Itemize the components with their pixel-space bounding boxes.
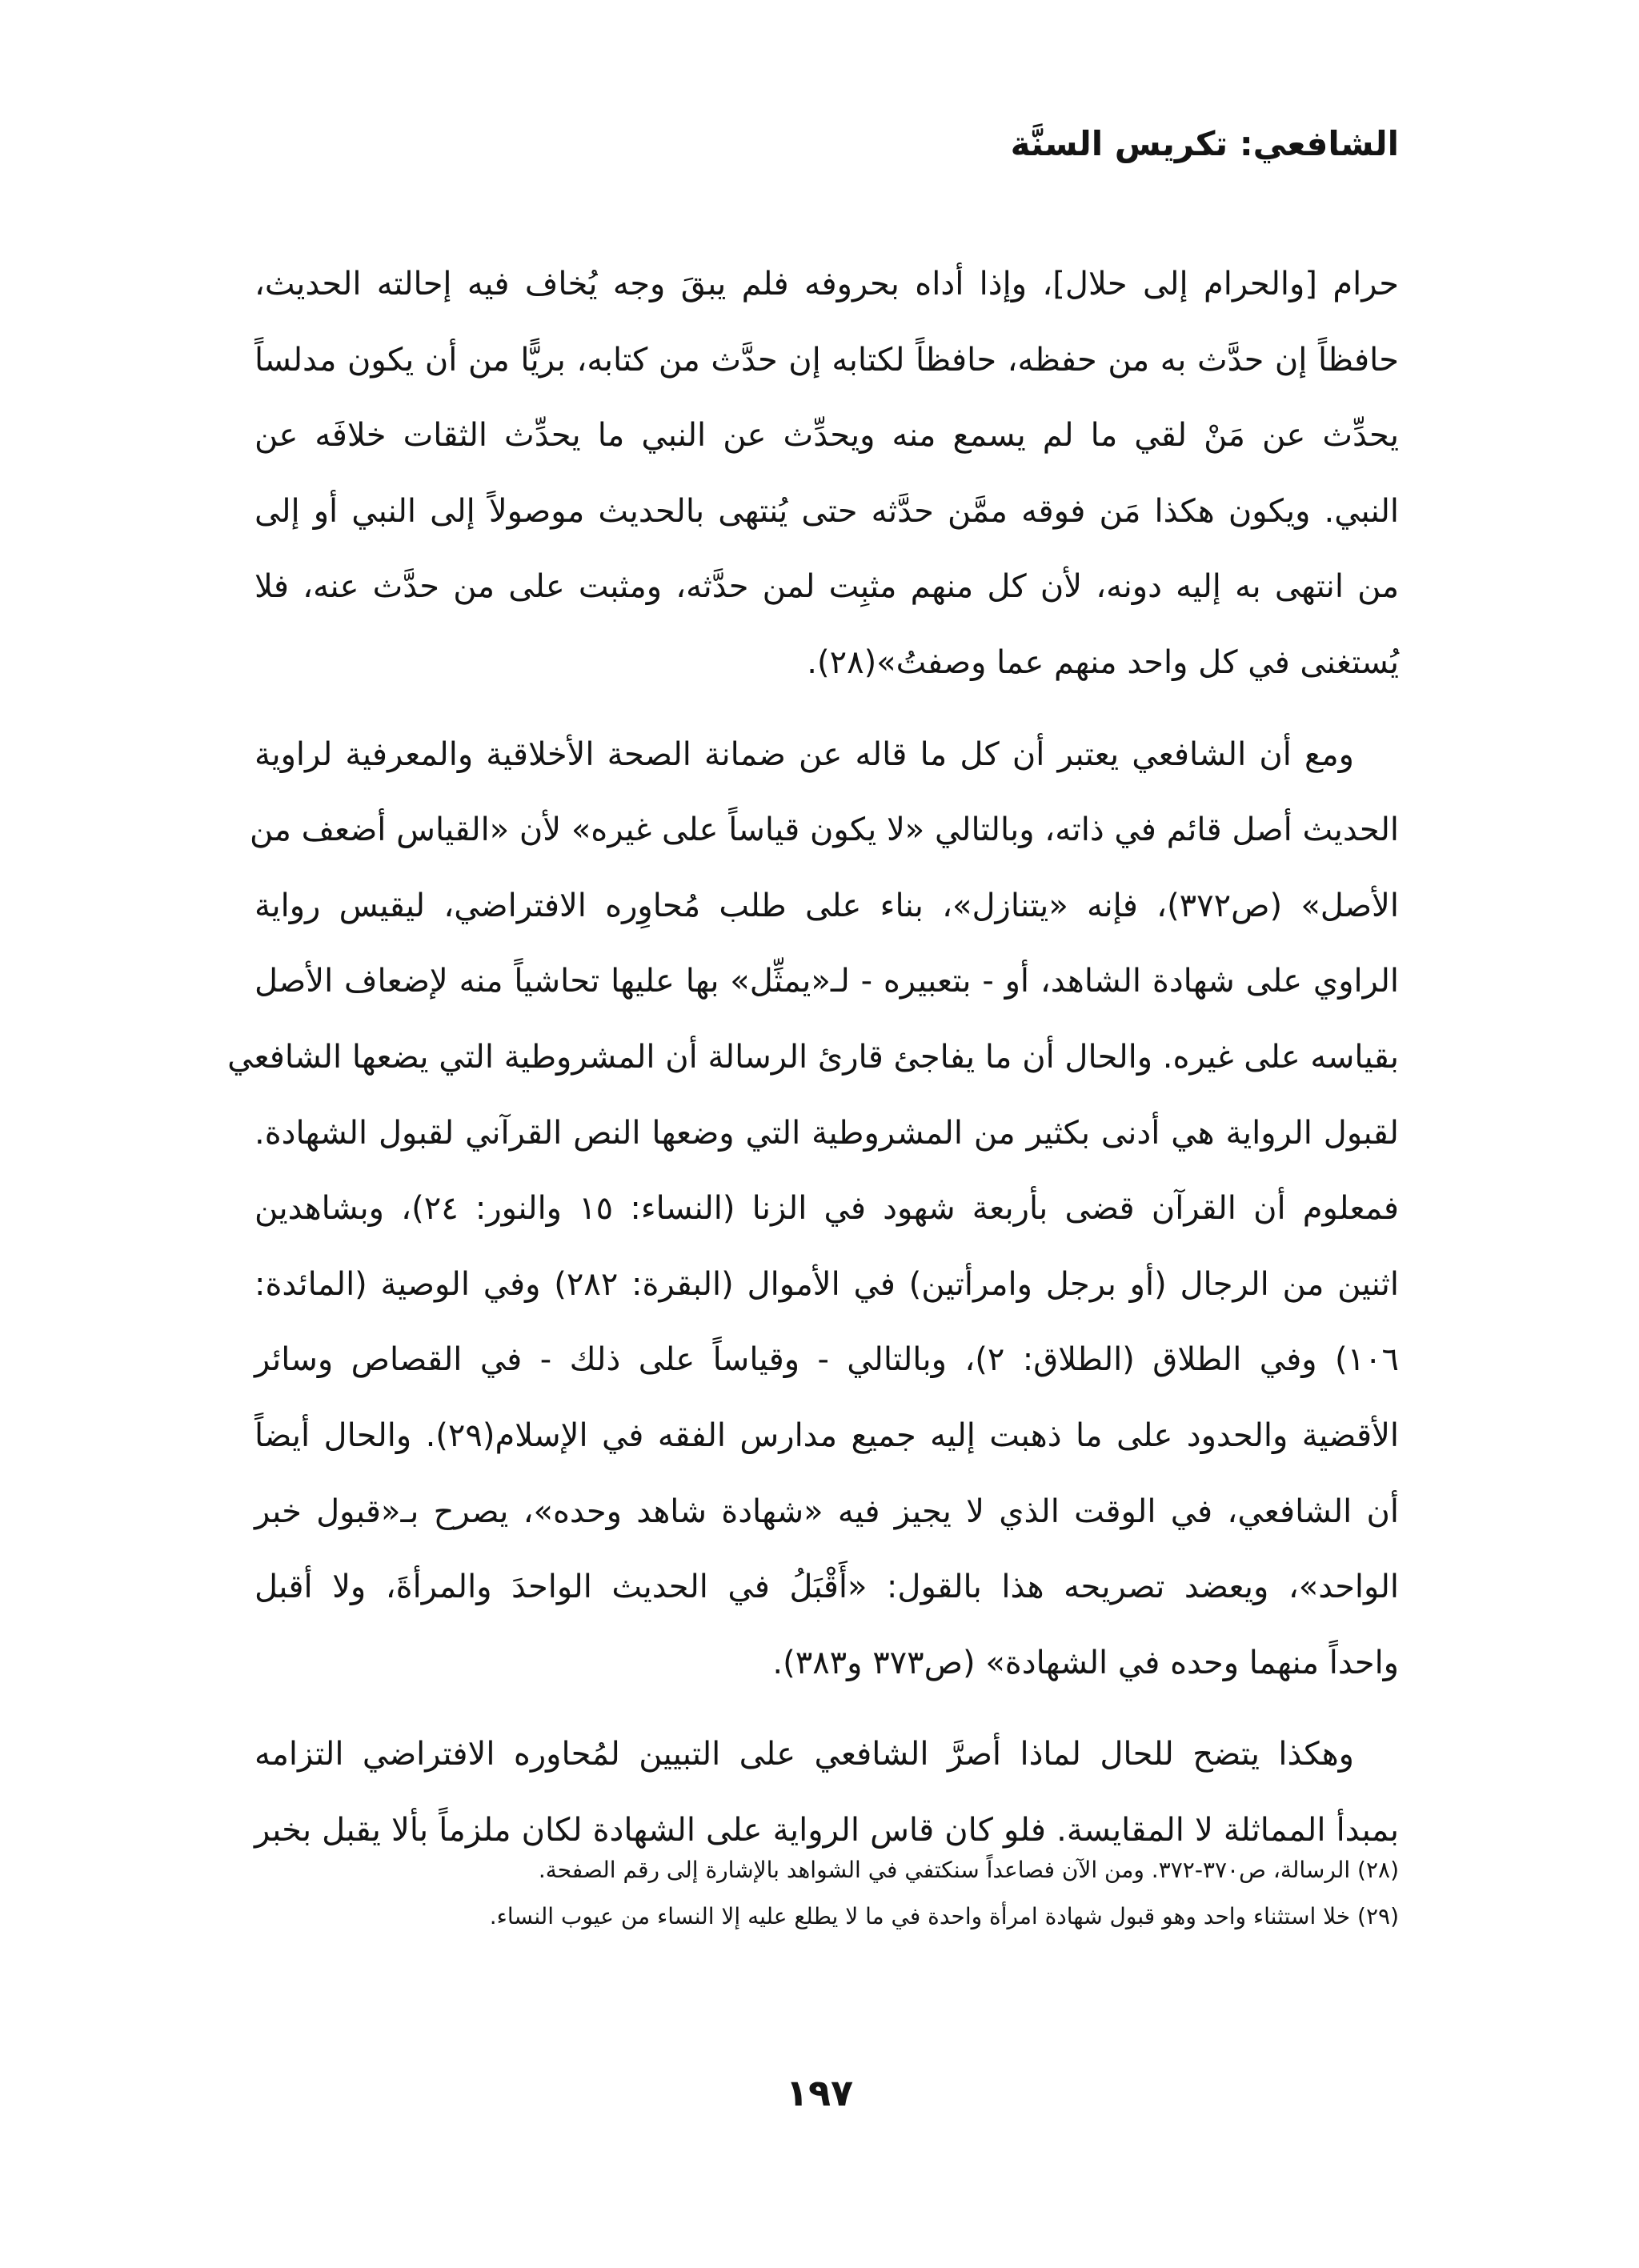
text-line: الأصل» (ص٣٧٢)، فإنه «يتنازل»، بناء على طلب مُحاوِره الافتراضي، ليقيس رواية bbox=[254, 887, 1399, 924]
text-line: بقياسه على غيره. والحال أن ما يفاجئ قارئ الرسالة أن المشروطية التي يضعها الشافعي bbox=[227, 1038, 1399, 1076]
running-head: الشافعي: تكريس السنَّة bbox=[1010, 124, 1399, 163]
paragraph-1 bbox=[254, 246, 1399, 701]
text-line: النبي. ويكون هكذا مَن فوقه ممَّن حدَّثه حتى يُنتهى بالحديث موصولاً إلى النبي أو إلى bbox=[254, 492, 1399, 530]
text-line: حرام [والحرام إلى حلال]، وإذا أداه بحروفه فلم يبقَ وجه يُخاف فيه إحالته الحديث، bbox=[254, 266, 1399, 303]
footnotes bbox=[254, 1847, 1399, 1940]
paragraph-2 bbox=[227, 717, 1400, 1701]
text-line: الراوي على شهادة الشاهد، أو - بتعبيره - لـ«يمثِّل» بها عليها تحاشياً منه لإضعاف الأصل bbox=[254, 963, 1399, 1000]
text-line: واحداً منهما وحده في الشهادة» (ص٣٧٣ و٣٨٣). bbox=[772, 1644, 1399, 1681]
text-line: أن الشافعي، في الوقت الذي لا يجيز فيه «شهادة شاهد وحده»، يصرح بـ«قبول خبر bbox=[254, 1493, 1399, 1530]
text-line: لقبول الرواية هي أدنى بكثير من المشروطية التي وضعها النص القرآني لقبول الشهادة. bbox=[254, 1114, 1399, 1152]
text-line: فمعلوم أن القرآن قضى بأربعة شهود في الزنا (النساء: ١٥ والنور: ٢٤)، وبشاهدين bbox=[254, 1190, 1399, 1228]
text-line: ١٠٦) وفي الطلاق (الطلاق: ٢)، وبالتالي - وقياساً على ذلك - في القصاص وسائر bbox=[254, 1341, 1400, 1379]
page-number: ١٩٧ bbox=[785, 2071, 854, 2114]
text-line: ومع أن الشافعي يعتبر أن كل ما قاله عن ضمانة الصحة الأخلاقية والمعرفية لراوية bbox=[254, 735, 1354, 773]
body-text bbox=[227, 246, 1400, 1868]
text-line: الواحد»، ويعضد تصريحه هذا بالقول: «أَقْبَلُ في الحديث الواحدَ والمرأةَ، ولا أقبل bbox=[254, 1569, 1399, 1606]
paragraph-spacer bbox=[254, 701, 1399, 717]
text-line: من انتهى به إليه دونه، لأن كل منهم مثبِت لمن حدَّثه، ومثبت على من حدَّث عنه، فلا bbox=[254, 568, 1399, 606]
text-line: الأقضية والحدود على ما ذهبت إليه جميع مدارس الفقه في الإسلام(٢٩). والحال أيضاً bbox=[254, 1416, 1400, 1454]
text-line: بمبدأ المماثلة لا المقايسة. فلو كان قاس الرواية على الشهادة لكان ملزماً بألا يقبل بخبر bbox=[254, 1811, 1399, 1849]
text-line: اثنين من الرجال (أو برجل وامرأتين) في الأموال (البقرة: ٢٨٢) وفي الوصية (المائدة: bbox=[254, 1265, 1399, 1303]
text-line: الحديث أصل قائم في ذاته، وبالتالي «لا يكون قياساً على غيره» لأن «القياس أضعف من bbox=[250, 811, 1399, 849]
text-line: حافظاً إن حدَّث به من حفظه، حافظاً لكتابه إن حدَّث من كتابه، بريًّا من أن يكون مدلساً bbox=[254, 341, 1399, 379]
text-line: وهكذا يتضح للحال لماذا أصرَّ الشافعي على التبيين لمُحاوره الافتراضي التزامه bbox=[254, 1736, 1354, 1773]
text-line: يحدِّث عن مَنْ لقي ما لم يسمع منه ويحدِّث عن النبي ما يحدِّث الثقات خلافَه عن bbox=[254, 417, 1399, 455]
footnote-28: (٢٨) الرسالة، ص٣٧٠-٣٧٢. ومن الآن فصاعداً سنكتفي في الشواهد بالإشارة إلى رقم الصفحة. bbox=[538, 1857, 1399, 1883]
text-line: يُستغنى في كل واحد منهم عما وصفتُ»(٢٨). bbox=[807, 643, 1399, 681]
footnote-29: (٢٩) خلا استثناء واحد وهو قبول شهادة امرأة واحدة في ما لا يطلع عليه إلا النساء من عيوب النساء. bbox=[489, 1903, 1399, 1929]
paragraph-spacer bbox=[254, 1701, 1399, 1717]
paragraph-3 bbox=[254, 1717, 1399, 1868]
